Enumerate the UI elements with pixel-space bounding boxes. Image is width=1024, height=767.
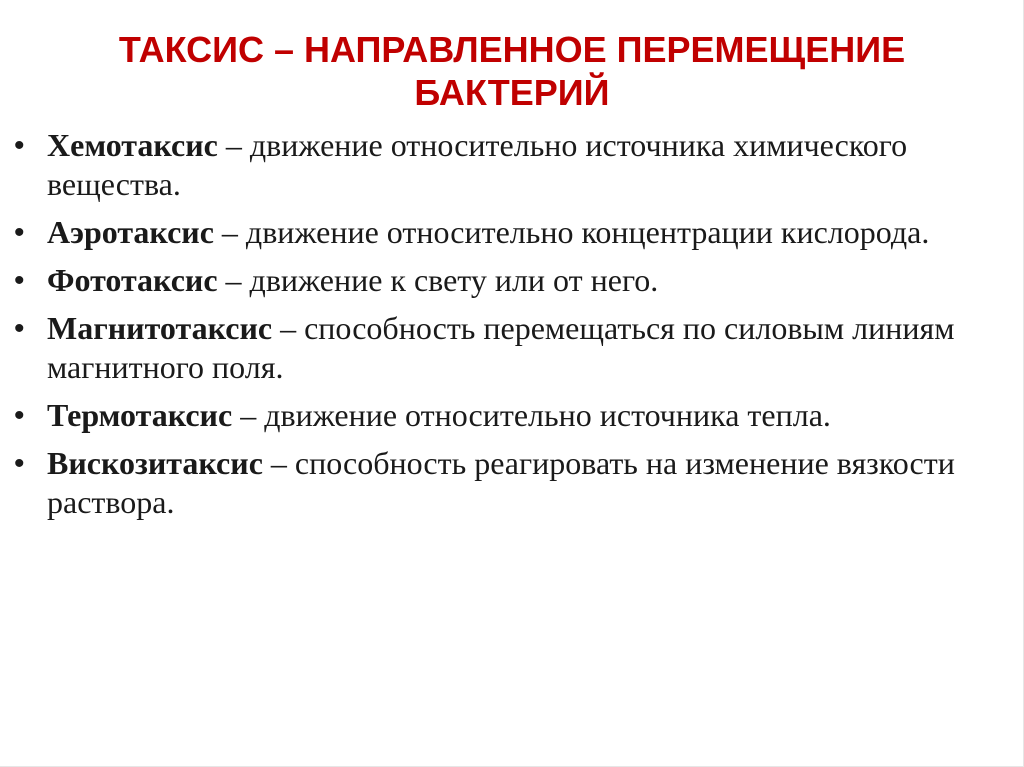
term-label: Фототаксис [47, 262, 218, 298]
definition-text: – движение к свету или от него. [217, 262, 659, 298]
definition-text: – движение относительно концентрации кислорода. [213, 214, 930, 250]
term-label: Термотаксис [47, 397, 233, 433]
term-label: Аэротаксис [47, 214, 214, 250]
list-item-chemotaxis [0, 126, 1000, 204]
term-label: Хемотаксис [47, 127, 218, 163]
slide-title-line-1: ТАКСИС – НАПРАВЛЕННОЕ ПЕРЕМЕЩЕНИЕ [118, 29, 906, 70]
taxis-list [0, 126, 1000, 531]
list-item-viscositaxis [0, 444, 1000, 522]
bullet-icon: • [14, 129, 25, 162]
list-item-aerotaxis [0, 213, 1000, 252]
definition-text: – движение относительно источника тепла. [232, 397, 831, 433]
slide-title-line-2: БАКТЕРИЙ [414, 72, 610, 113]
list-item-thermotaxis [0, 396, 1000, 435]
slide-title [40, 28, 984, 114]
definition-text: – способность перемещаться по силовым линиям магнитного поля. [47, 310, 955, 385]
term-label: Вискозитаксис [47, 445, 263, 481]
definition-text: – способность реагировать на изменение вязкости раствора. [47, 445, 955, 520]
term-label: Магнитотаксис [47, 310, 273, 346]
definition-text: – движение относительно источника химического вещества. [47, 127, 908, 202]
list-item-phototaxis [0, 261, 1000, 300]
bullet-icon: • [14, 447, 25, 480]
list-item-magnetotaxis [0, 309, 1000, 387]
bullet-icon: • [14, 399, 25, 432]
bullet-icon: • [14, 264, 25, 297]
bullet-icon: • [14, 216, 25, 249]
bullet-icon: • [14, 312, 25, 345]
